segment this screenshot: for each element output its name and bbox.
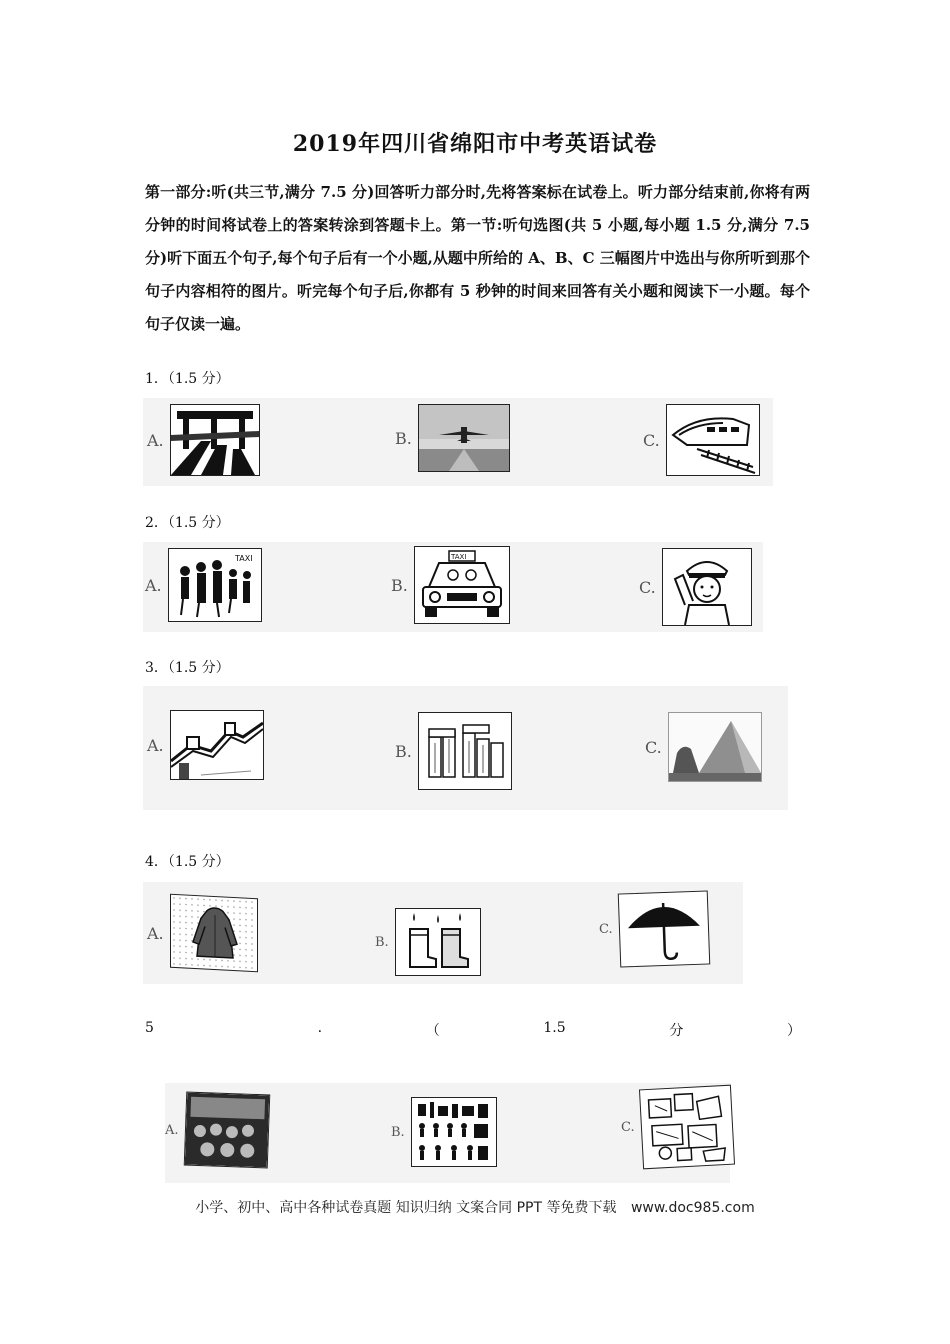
question-4-options xyxy=(143,882,743,984)
q4-option-b[interactable] xyxy=(375,908,481,976)
option-letter: A. xyxy=(147,430,164,450)
street-crowd-icon xyxy=(168,548,262,622)
q5-option-a[interactable] xyxy=(165,1093,269,1167)
pyramid-sphinx-icon xyxy=(668,712,762,782)
question-5-label xyxy=(145,1020,801,1040)
q5-unit: 分 xyxy=(669,1023,684,1039)
q1-option-b[interactable] xyxy=(395,404,510,472)
footer-link[interactable]: www.doc985.com xyxy=(630,1200,755,1216)
stonehenge-icon xyxy=(418,712,512,790)
great-wall-icon xyxy=(170,710,264,780)
question-2-label: 2．（1.5 分） xyxy=(145,515,230,531)
airplane-icon xyxy=(418,404,510,472)
question-1-label: 1．（1.5 分） xyxy=(145,371,230,387)
option-letter: A. xyxy=(147,923,164,943)
q3-option-b[interactable] xyxy=(395,712,512,790)
q2-option-a[interactable] xyxy=(145,548,262,622)
q2-option-b[interactable] xyxy=(391,546,510,624)
question-3-options xyxy=(143,686,788,810)
cinema-photo-icon xyxy=(183,1092,270,1169)
taxi-icon xyxy=(414,546,510,624)
option-letter: B. xyxy=(391,575,408,595)
q4-option-a[interactable] xyxy=(147,896,258,970)
option-letter: C. xyxy=(639,577,656,597)
police-officer-icon xyxy=(662,548,752,626)
option-letter: B. xyxy=(391,1124,405,1140)
footer-text: 小学、初中、高中各种试卷真题 知识归纳 文案合同 PPT 等免费下载 xyxy=(195,1200,617,1216)
option-letter: C. xyxy=(599,921,613,937)
q5-option-c[interactable] xyxy=(621,1087,733,1167)
option-letter: A. xyxy=(147,735,164,755)
highway-overpass-icon xyxy=(170,404,260,476)
q2-option-c[interactable] xyxy=(639,548,752,626)
option-letter: B. xyxy=(395,741,412,761)
q4-option-c[interactable] xyxy=(599,892,709,966)
q5-option-b[interactable] xyxy=(391,1097,497,1167)
question-5-options xyxy=(165,1083,730,1183)
q5-number: 5 xyxy=(145,1020,154,1036)
q5-open-paren: （ xyxy=(425,1023,440,1039)
option-letter: C. xyxy=(643,430,660,450)
high-speed-train-icon xyxy=(666,404,760,476)
option-letter: C. xyxy=(621,1119,635,1135)
q5-dot: . xyxy=(317,1020,323,1036)
page-footer xyxy=(0,1197,950,1217)
q5-score: 1.5 xyxy=(543,1020,566,1036)
option-letter: B. xyxy=(395,428,412,448)
umbrella-icon xyxy=(617,890,710,967)
taxi-sign-text: TAXI xyxy=(450,553,467,561)
option-letter: B. xyxy=(375,934,389,950)
option-letter: A. xyxy=(145,575,162,595)
raincoat-icon xyxy=(170,894,258,973)
sport-pictograms-icon xyxy=(411,1097,497,1167)
q1-option-c[interactable] xyxy=(643,404,760,476)
question-3-label: 3．（1.5 分） xyxy=(145,660,230,676)
option-letter: A. xyxy=(165,1122,179,1138)
question-4-label: 4．（1.5 分） xyxy=(145,854,230,870)
q3-option-c[interactable] xyxy=(645,712,762,782)
q1-option-a[interactable] xyxy=(147,404,260,476)
question-2-options xyxy=(143,542,763,632)
messy-room-icon xyxy=(639,1085,735,1170)
q5-close-paren: ） xyxy=(787,1023,801,1039)
q3-option-a[interactable] xyxy=(147,710,264,780)
option-letter: C. xyxy=(645,737,662,757)
exam-title: 2019年四川省绵阳市中考英语试卷 xyxy=(292,131,658,157)
question-1-options xyxy=(143,398,773,486)
section-instructions: 第一部分:听(共三节,满分 7.5 分)回答听力部分时,先将答案标在试卷上。听力部分结束前,你将有两分钟的时间将试卷上的答案转涂到答题卡上。第一节:听句选图(共 5 小题,每小题 1.5 分,满分 7.5 分)听下面五个句子,每个句子后有一个小题,从题中所给的 A、B、C 三幅图片中选出与你所听到那个句子内容相符的图片。听完每个句子后,你都有 5 秒钟的时间来回答有关小题和阅读下一小题。每个句子仅读一遍。 xyxy=(145,183,810,333)
svg-text:TAXI: TAXI xyxy=(234,554,253,563)
rain-boots-icon xyxy=(395,908,481,976)
